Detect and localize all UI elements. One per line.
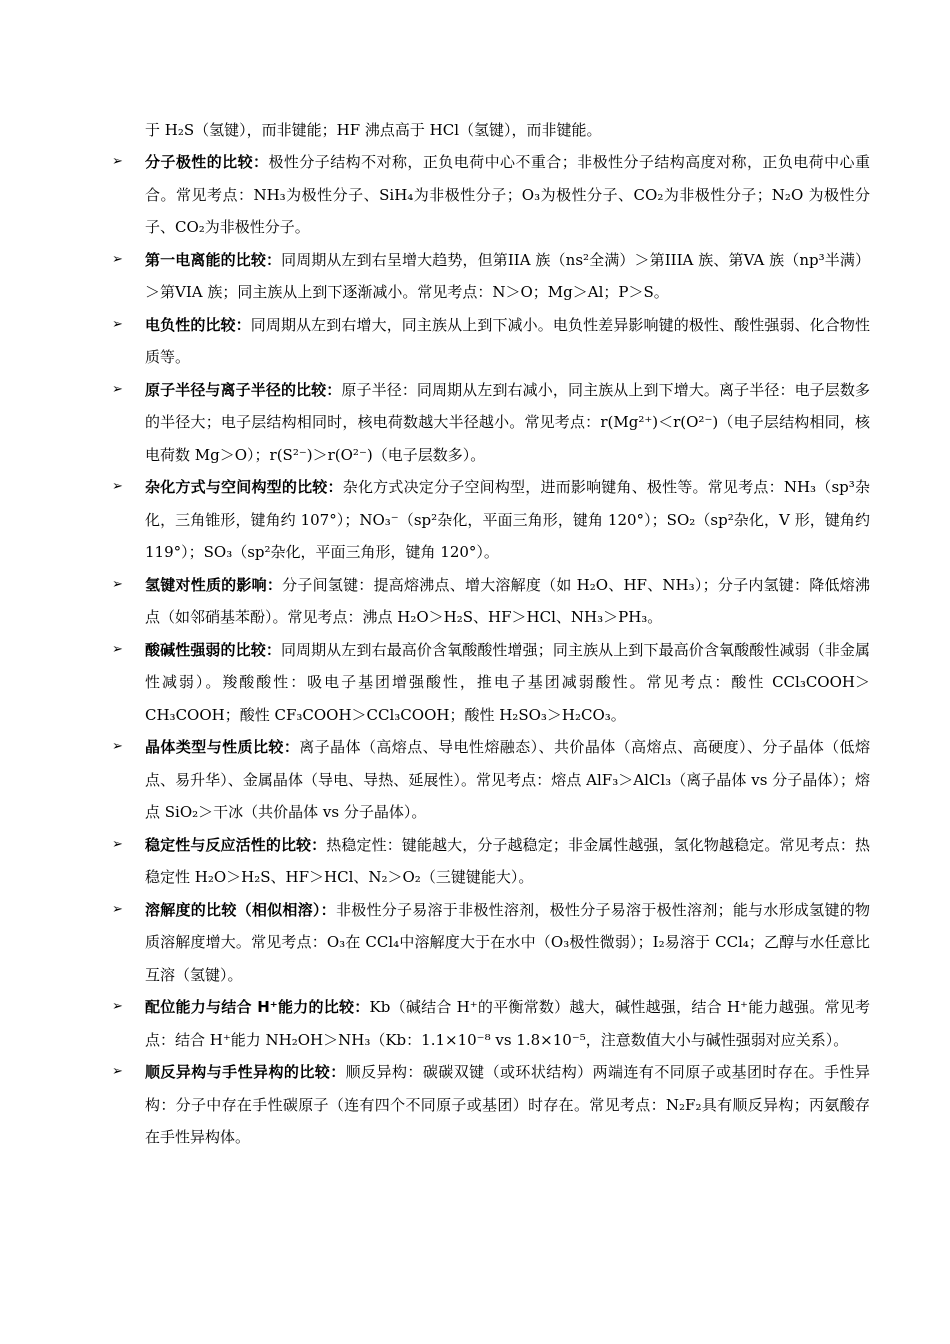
arrow-bullet-icon: ➢ [112, 154, 123, 169]
arrow-bullet-icon: ➢ [112, 739, 123, 754]
item-title: 分子极性的比较： [145, 153, 269, 171]
arrow-bullet-icon: ➢ [112, 381, 123, 397]
item-text: Kb（碱结合 H⁺的平衡常数）越大，碱性越强，结合 H⁺能力越强。常见考点：结合 H⁺能力 NH₂OH＞NH₃（Kb：1.1×10⁻⁸ vs 1.8×10⁻⁵，注意数值大小与碱性强弱对应关系）。 [145, 998, 870, 1049]
arrow-bullet-icon: ➢ [112, 479, 123, 494]
list-item [112, 829, 870, 894]
arrow-bullet-icon: ➢ [112, 641, 123, 657]
item-title: 原子半径与离子半径的比较： [145, 380, 342, 399]
item-title: 杂化方式与空间构型的比较： [145, 478, 343, 496]
item-text: 热稳定性：键能越大，分子越稳定；非金属性越强，氢化物越稳定。常见考点：热稳定性 H₂O＞H₂S、HF＞HCl、N₂＞O₂（三键键能大）。 [145, 835, 870, 886]
item-title: 稳定性与反应活性的比较： [145, 835, 327, 854]
item-title: 氢键对性质的影响： [145, 575, 283, 594]
item-text: 同周期从左到右呈增大趋势，但第IIA 族（ns²全满）＞第IIIA 族、第VA 族（np³半满）＞第VIA 族；同主族从上到下逐渐减小。常见考点：N＞O；Mg＞Al；P＞S。 [145, 250, 870, 301]
item-text: 同周期从左到右增大，同主族从上到下减小。电负性差异影响键的极性、酸性强弱、化合物性质等。 [145, 315, 870, 366]
arrow-bullet-icon: ➢ [112, 576, 123, 592]
arrow-bullet-icon: ➢ [112, 999, 123, 1014]
item-title: 晶体类型与性质比较： [145, 738, 300, 756]
list-item [112, 894, 870, 992]
item-title: 配位能力与结合 H⁺能力的比较： [145, 998, 370, 1016]
list-item [112, 731, 870, 829]
arrow-bullet-icon: ➢ [112, 1064, 123, 1079]
list-item [112, 471, 870, 569]
list-item [112, 991, 870, 1056]
item-text: 同周期从左到右最高价含氧酸酸性增强；同主族从上到下最高价含氧酸酸性减弱（非金属性减弱）。羧酸酸性：吸电子基团增强酸性，推电子基团减弱酸性。常见考点：酸性 CCl₃COOH＞CH₃COOH；酸性 CF₃COOH＞CCl₃COOH；酸性 H₂SO₃＞H₂CO₃。 [145, 640, 870, 724]
item-text: 顺反异构：碳碳双键（或环状结构）两端连有不同原子或基团时存在。手性异构：分子中存在手性碳原子（连有四个不同原子或基团）时存在。常见考点：N₂F₂具有顺反异构；丙氨酸存在手性异构体。 [145, 1063, 870, 1146]
list-item [112, 569, 870, 634]
item-text: 非极性分子易溶于非极性溶剂，极性分子易溶于极性溶剂；能与水形成氢键的物质溶解度增大。常见考点：O₃在 CCl₄中溶解度大于在水中（O₃极性微弱）；I₂易溶于 CCl₄；乙醇与水任意比互溶（氢键）。 [145, 900, 870, 984]
arrow-bullet-icon: ➢ [112, 251, 123, 267]
arrow-bullet-icon: ➢ [112, 901, 123, 917]
continuation-paragraph: 于 H₂S（氢键），而非键能；HF 沸点高于 HCl（氢键），而非键能。 [145, 121, 602, 139]
list-item [112, 244, 870, 309]
item-text: 原子半径：同周期从左到右减小，同主族从上到下增大。离子半径：电子层数多的半径大；电子层结构相同时，核电荷数越大半径越小。常见考点：r(Mg²⁺)＜r(O²⁻)（电子层结构相同，核电荷数 Mg＞O）；r(S²⁻)＞r(O²⁻)（电子层数多）。 [145, 380, 870, 464]
item-title: 电负性的比较： [145, 315, 251, 334]
item-title: 溶解度的比较（相似相溶）： [145, 900, 336, 919]
list-item [112, 374, 870, 472]
arrow-bullet-icon: ➢ [112, 836, 123, 852]
item-title: 第一电离能的比较： [145, 250, 282, 269]
comparison-list [112, 146, 870, 1154]
arrow-bullet-icon: ➢ [112, 316, 123, 332]
item-text: 极性分子结构不对称，正负电荷中心不重合；非极性分子结构高度对称，正负电荷中心重合。常见考点：NH₃为极性分子、SiH₄为非极性分子；O₃为极性分子、CO₂为非极性分子；N₂O 为极性分子、CO₂为非极性分子。 [145, 153, 870, 236]
item-text: 分子间氢键：提高熔沸点、增大溶解度（如 H₂O、HF、NH₃）；分子内氢键：降低熔沸点（如邻硝基苯酚）。常见考点：沸点 H₂O＞H₂S、HF＞HCl、NH₃＞PH₃。 [145, 575, 870, 626]
item-title: 顺反异构与手性异构的比较： [145, 1063, 346, 1081]
list-item [112, 146, 870, 244]
item-text: 杂化方式决定分子空间构型，进而影响键角、极性等。常见考点：NH₃（sp³杂化，三角锥形，键角约 107°）；NO₃⁻（sp²杂化，平面三角形，键角 120°）；SO₂（sp²杂化，V 形，键角约 119°）；SO₃（sp²杂化，平面三角形，键角 120°）。 [145, 478, 870, 561]
list-item [112, 1056, 870, 1154]
list-item [112, 634, 870, 732]
item-text: 离子晶体（高熔点、导电性熔融态）、共价晶体（高熔点、高硬度）、分子晶体（低熔点、易升华）、金属晶体（导电、导热、延展性）。常见考点：熔点 AlF₃＞AlCl₃（离子晶体 vs 分子晶体）；熔点 SiO₂＞干冰（共价晶体 vs 分子晶体）。 [145, 738, 870, 821]
item-title: 酸碱性强弱的比较： [145, 640, 281, 659]
list-item [112, 309, 870, 374]
